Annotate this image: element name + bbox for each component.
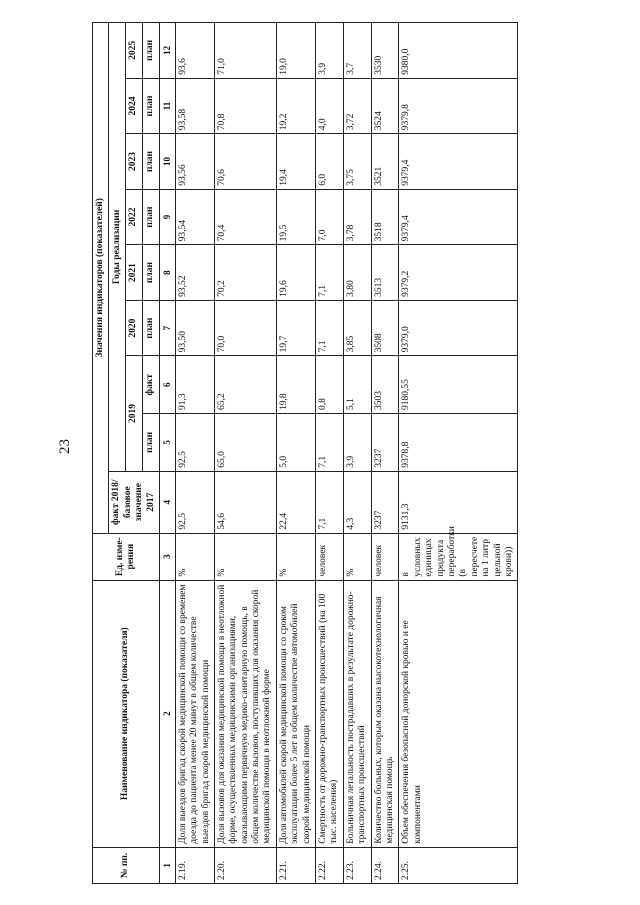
value-cell: 3,85 (343, 300, 371, 356)
row-number: 2.22. (316, 847, 344, 883)
unit-cell: % (214, 533, 276, 580)
value-cell: 3237 (371, 414, 399, 472)
value-cell: 7,1 (316, 245, 344, 301)
value-cell: 5,0 (276, 414, 315, 472)
value-cell: 9379,4 (399, 189, 518, 245)
col-index: 1 (159, 847, 175, 883)
header-year-2021: 2021 (126, 245, 143, 301)
indicator-name: Больничная летальность пострадавших в результате дорожно-транспортных происшествий (343, 580, 371, 847)
value-cell: 93,54 (175, 189, 214, 245)
value-cell: 70,4 (214, 189, 276, 245)
header-year-2020: 2020 (126, 300, 143, 356)
value-cell: 71,0 (214, 23, 276, 79)
table-row (316, 23, 344, 884)
indicator-name: Доля вызовов для оказания медицинской помощи в неотложной форме, осуществленных медицинскими организациями, оказывающими первичную медико-санитарную помощь, в общем количестве вызовов, поступивших для оказания скорой медицинской помощи в неотложной форме (214, 580, 276, 847)
value-cell: 70,8 (214, 78, 276, 134)
table-row (276, 23, 315, 884)
value-cell: 4,3 (343, 471, 371, 533)
column-index-row (159, 23, 175, 884)
value-cell: 3,75 (343, 134, 371, 190)
header-plan: план (143, 134, 160, 190)
value-cell: 3237 (371, 471, 399, 533)
header-year-2024: 2024 (126, 78, 143, 134)
header-years-group: Годы реализации (109, 23, 126, 472)
value-cell: 3521 (371, 134, 399, 190)
unit-cell: % (175, 533, 214, 580)
value-cell: 93,50 (175, 300, 214, 356)
value-cell: 9131,3 (399, 471, 518, 533)
value-cell: 0,8 (316, 356, 344, 414)
header-plan: план (143, 23, 160, 79)
header-base: факт 2018/ базовое значение 2017 (109, 471, 160, 533)
col-index: 9 (159, 189, 175, 245)
value-cell: 54,6 (214, 471, 276, 533)
value-cell: 3,7 (343, 23, 371, 79)
value-cell: 9379,2 (399, 245, 518, 301)
value-cell: 7,0 (316, 189, 344, 245)
indicator-name: Смертность от дорожно-транспортных происшествий (на 100 тыс. населения) (316, 580, 344, 847)
header-year-2025: 2025 (126, 23, 143, 79)
value-cell: 3,9 (316, 23, 344, 79)
value-cell: 9378,8 (399, 414, 518, 472)
value-cell: 3530 (371, 23, 399, 79)
header-year-2019: 2019 (126, 356, 143, 471)
value-cell: 3,80 (343, 245, 371, 301)
value-cell: 70,6 (214, 134, 276, 190)
value-cell: 6,0 (316, 134, 344, 190)
col-index: 11 (159, 78, 175, 134)
value-cell: 92,5 (175, 471, 214, 533)
table-row (343, 23, 371, 884)
page-number: 23 (57, 439, 73, 454)
indicator-name: Доля автомобилей скорой медицинской помощи со сроком эксплуатации более 5 лет в общем количестве автомобилей скорой медицинской помощи (276, 580, 315, 847)
value-cell: 65,2 (214, 356, 276, 414)
header-unit: Ед. изме-рения (93, 533, 160, 580)
value-cell: 9379,0 (399, 300, 518, 356)
table-row (399, 23, 518, 884)
value-cell: 3513 (371, 245, 399, 301)
row-number: 2.21. (276, 847, 315, 883)
value-cell: 9379,8 (399, 78, 518, 134)
unit-cell: % (276, 533, 315, 580)
header-year-2022: 2022 (126, 189, 143, 245)
value-cell: 93,6 (175, 23, 214, 79)
value-cell: 3,78 (343, 189, 371, 245)
value-cell: 3508 (371, 300, 399, 356)
value-cell: 7,1 (316, 300, 344, 356)
value-cell: 65,0 (214, 414, 276, 472)
col-index: 5 (159, 414, 175, 472)
value-cell: 9380,0 (399, 23, 518, 79)
row-number: 2.23. (343, 847, 371, 883)
value-cell: 3518 (371, 189, 399, 245)
unit-cell: человек (316, 533, 344, 580)
value-cell: 3503 (371, 356, 399, 414)
indicator-table-container (92, 22, 640, 884)
col-index: 4 (159, 471, 175, 533)
unit-cell: человек (371, 533, 399, 580)
value-cell: 5,1 (343, 356, 371, 414)
value-cell: 9379,4 (399, 134, 518, 190)
value-cell: 93,52 (175, 245, 214, 301)
value-cell: 19,2 (276, 78, 315, 134)
value-cell: 19,8 (276, 356, 315, 414)
header-plan: план (143, 245, 160, 301)
value-cell: 7,1 (316, 414, 344, 472)
unit-cell: % (343, 533, 371, 580)
value-cell: 93,58 (175, 78, 214, 134)
header-values-group: Значения индикаторов (показателей) (93, 23, 109, 534)
col-index: 3 (159, 533, 175, 580)
header-name: Наименование индикатора (показателя) (93, 580, 160, 847)
col-index: 12 (159, 23, 175, 79)
indicator-name: Количество больных, которым оказана высокотехнологичная медицинская помощь (371, 580, 399, 847)
row-number: 2.19. (175, 847, 214, 883)
value-cell: 3524 (371, 78, 399, 134)
table-row (175, 23, 214, 884)
col-index: 8 (159, 245, 175, 301)
value-cell: 4,0 (316, 78, 344, 134)
table-row (371, 23, 399, 884)
indicator-name: Доля выездов бригад скорой медицинской помощи со временем доезда до пациента менее 20 минут в общем количестве выездов бригад скорой медицинской помощи (175, 580, 214, 847)
col-index: 2 (159, 580, 175, 847)
row-number: 2.24. (371, 847, 399, 883)
indicator-name: Объем обеспечения безопасной донорской кровью и ее компонентами (399, 580, 518, 847)
value-cell: 70,0 (214, 300, 276, 356)
value-cell: 19,4 (276, 134, 315, 190)
col-index: 10 (159, 134, 175, 190)
value-cell: 19,0 (276, 23, 315, 79)
value-cell: 3,9 (343, 414, 371, 472)
col-index: 6 (159, 356, 175, 414)
header-fact: факт (143, 356, 160, 414)
table-row (214, 23, 276, 884)
value-cell: 70,2 (214, 245, 276, 301)
header-num: № пп. (93, 847, 160, 883)
row-number: 2.20. (214, 847, 276, 883)
value-cell: 19,7 (276, 300, 315, 356)
unit-cell: в условных единицах продукта переработки (в пересчете на 1 литр цельной крови)) (399, 533, 518, 580)
indicator-table (92, 22, 518, 884)
value-cell: 19,5 (276, 189, 315, 245)
value-cell: 7,1 (316, 471, 344, 533)
value-cell: 92,5 (175, 414, 214, 472)
value-cell: 22,4 (276, 471, 315, 533)
value-cell: 9180,55 (399, 356, 518, 414)
header-year-2023: 2023 (126, 134, 143, 190)
col-index: 7 (159, 300, 175, 356)
header-plan: план (143, 300, 160, 356)
value-cell: 3,72 (343, 78, 371, 134)
header-plan: план (143, 78, 160, 134)
value-cell: 91,3 (175, 356, 214, 414)
header-plan: план (143, 414, 160, 472)
value-cell: 19,6 (276, 245, 315, 301)
value-cell: 93,56 (175, 134, 214, 190)
header-plan: план (143, 189, 160, 245)
row-number: 2.25. (399, 847, 518, 883)
